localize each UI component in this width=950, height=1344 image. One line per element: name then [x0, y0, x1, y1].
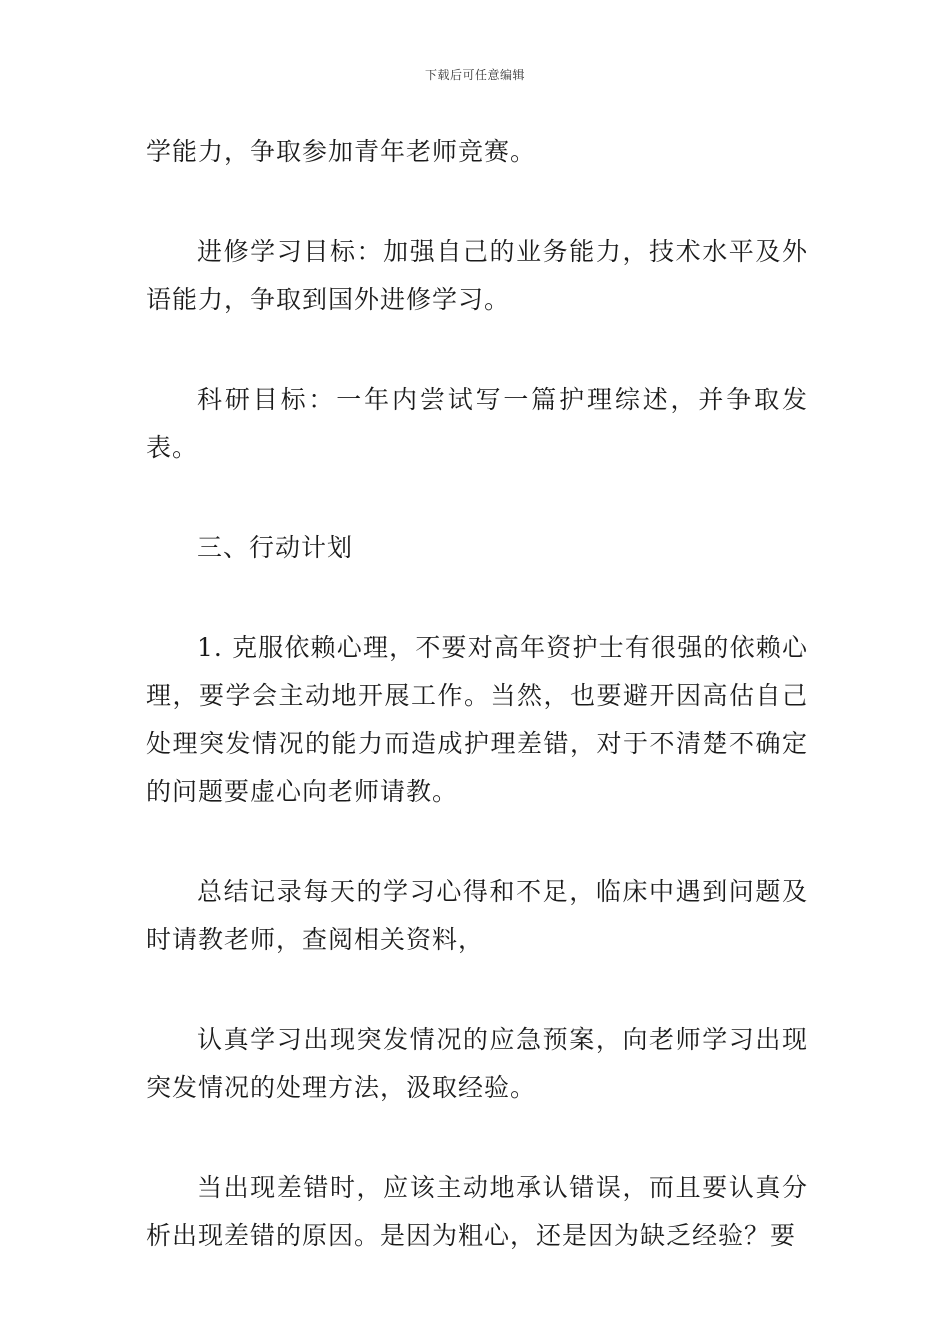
paragraph-error-handling: 当出现差错时，应该主动地承认错误，而且要认真分析出现差错的原因。是因为粗心，还是因为缺乏经验？要	[146, 1173, 808, 1250]
paragraph-emergency-plan: 认真学习出现突发情况的应急预案，向老师学习出现突发情况的处理方法，汲取经验。	[146, 1025, 808, 1102]
paragraph-daily-summary: 总结记录每天的学习心得和不足，临床中遇到问题及时请教老师，查阅相关资料，	[146, 877, 808, 954]
section-heading-action-plan: 三、行动计划	[197, 533, 354, 562]
paragraph-plan-item-1: 1. 克服依赖心理，不要对高年资护士有很强的依赖心理，要学会主动地开展工作。当然，也要避开因高估自己处理突发情况的能力而造成护理差错，对于不清楚不确定的问题要虚心向老师请教。	[146, 633, 808, 806]
document-body	[146, 128, 808, 1312]
header-note: 下载后可任意编辑	[424, 68, 525, 82]
paragraph-study-goal: 进修学习目标：加强自己的业务能力，技术水平及外语能力，争取到国外进修学习。	[146, 237, 808, 314]
paragraph-continuation: 学能力，争取参加青年老师竞赛。	[146, 137, 537, 166]
paragraph-research-goal: 科研目标：一年内尝试写一篇护理综述，并争取发表。	[146, 385, 808, 462]
